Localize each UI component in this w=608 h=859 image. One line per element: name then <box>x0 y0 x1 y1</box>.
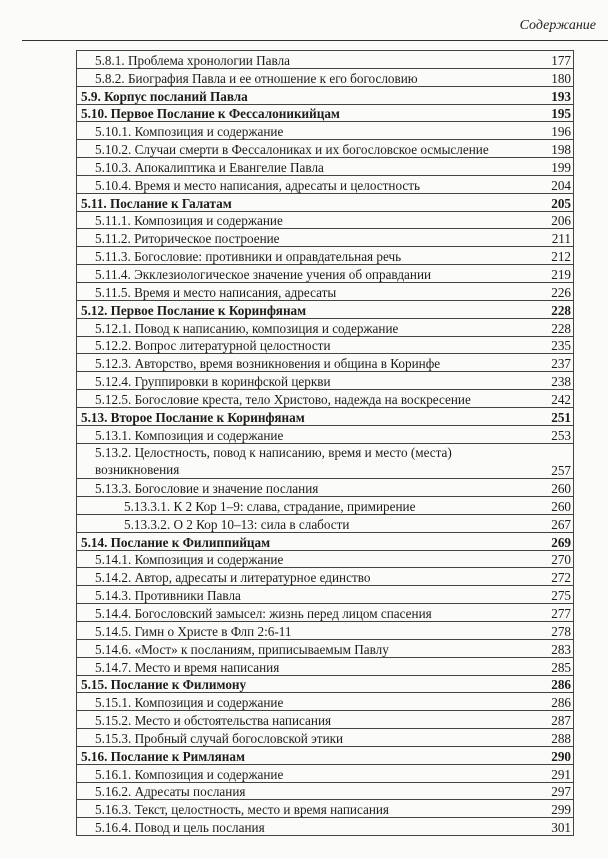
toc-entry-title: 5.13.3.1. К 2 Кор 1–9: слава, страдание, примирение <box>124 498 416 514</box>
toc-page-number: 219 <box>551 266 571 282</box>
toc-page-number: 287 <box>551 713 571 729</box>
toc-page-number: 286 <box>551 695 571 711</box>
toc-subsection-row <box>77 782 573 800</box>
toc-entry-title: 5.14.4. Богословский замысел: жизнь перед лицом спасения <box>95 606 432 621</box>
toc-subsection-row <box>77 50 573 68</box>
toc-page-number: 193 <box>551 88 571 104</box>
toc-subsection-row <box>77 175 573 193</box>
toc-page-number: 199 <box>551 159 571 175</box>
toc-page-number: 278 <box>551 623 571 639</box>
toc-page-number: 277 <box>551 606 571 621</box>
toc-subsection-row <box>77 603 573 621</box>
toc-entry-title: 5.15. Послание к Филимону <box>81 677 247 693</box>
toc-subsubsection-row <box>77 496 573 514</box>
toc-subsection-row <box>77 228 573 246</box>
toc-subsection-row <box>77 567 573 585</box>
toc-page-number: 260 <box>551 481 571 497</box>
toc-subsection-row <box>77 764 573 782</box>
toc-entry-title: 5.11.5. Время и место написания, адресаты <box>95 284 337 300</box>
toc-subsection-row <box>77 211 573 229</box>
toc-page-number: 251 <box>551 409 571 425</box>
toc-page-number: 283 <box>551 641 571 657</box>
toc-section-row <box>77 193 573 211</box>
toc-entry-title: 5.11. Послание к Галатам <box>81 195 232 211</box>
toc-entry-title: 5.10. Первое Послание к Фессалоникийцам <box>81 106 340 122</box>
toc-page-number: 226 <box>551 284 571 300</box>
toc-subsection-row <box>77 264 573 282</box>
toc-subsection-row <box>77 621 573 639</box>
toc-subsection-row <box>77 639 573 657</box>
toc-subsection-row <box>77 443 573 479</box>
toc-entry-title: 5.8.2. Биография Павла и ее отношение к его богословию <box>95 70 418 86</box>
toc-page-number: 272 <box>551 570 571 586</box>
running-header: Содержание <box>519 18 596 33</box>
toc-section-row <box>77 746 573 764</box>
toc-entry-title: 5.12. Первое Послание к Коринфянам <box>81 302 307 318</box>
toc-entry-title: 5.14.2. Автор, адресаты и литературное единство <box>95 570 371 586</box>
toc-subsection-row <box>77 692 573 710</box>
toc-entry-title: 5.14. Послание к Филиппийцам <box>81 534 271 550</box>
toc-entry-title: 5.11.3. Богословие: противники и оправдательная речь <box>95 249 402 265</box>
toc-page-number: 212 <box>551 249 571 265</box>
toc-subsection-row <box>77 799 573 817</box>
toc-page-number: 198 <box>551 142 571 158</box>
toc-page-number: 299 <box>551 802 571 818</box>
toc-page-number: 235 <box>551 338 571 354</box>
toc-entry-title: 5.8.1. Проблема хронологии Павла <box>95 52 291 68</box>
toc-entry-title: 5.12.1. Повод к написанию, композиция и содержание <box>95 320 399 336</box>
toc-entry-title: 5.16.3. Текст, целостность, место и время написания <box>95 802 389 818</box>
toc-entry-title: 5.12.5. Богословие креста, тело Христово, надежда на воскресение <box>95 391 471 407</box>
toc-page-number: 205 <box>551 195 571 211</box>
toc-page-number: 177 <box>551 52 571 68</box>
toc-page-number: 286 <box>551 677 571 693</box>
toc-subsection-row <box>77 318 573 336</box>
toc-page-number: 257 <box>551 463 571 479</box>
toc-entry-title: 5.10.4. Время и место написания, адресаты и целостность <box>95 177 421 193</box>
toc-subsection-row <box>77 246 573 264</box>
toc-page-number: 267 <box>551 516 571 532</box>
toc-page-number: 228 <box>551 320 571 336</box>
toc-entry-title: 5.13.1. Композиция и содержание <box>95 427 284 443</box>
toc-entry-title: 5.14.7. Место и время написания <box>95 659 280 675</box>
toc-subsection-row <box>77 550 573 568</box>
toc-subsection-row <box>77 710 573 728</box>
toc-entry-title: 5.9. Корпус посланий Павла <box>81 88 248 104</box>
toc-subsubsection-row <box>77 514 573 532</box>
toc-page-number: 270 <box>551 552 571 568</box>
toc-page-number: 260 <box>551 498 571 514</box>
toc-entry-title: 5.10.3. Апокалиптика и Евангелие Павла <box>95 159 324 175</box>
toc-entry-title: 5.12.4. Группировки в коринфской церкви <box>95 374 331 390</box>
toc-page-number: 253 <box>551 427 571 443</box>
toc-subsection-row <box>77 121 573 139</box>
toc-page-number: 206 <box>551 213 571 229</box>
toc-page-number: 275 <box>551 588 571 604</box>
toc-page-number: 180 <box>551 70 571 86</box>
toc-entry-title: 5.15.3. Пробный случай богословской этики <box>95 730 344 746</box>
toc-entry-title: 5.16. Послание к Римлянам <box>81 748 245 764</box>
toc-entry-title: 5.16.2. Адресаты послания <box>95 784 246 800</box>
toc-page-number: 195 <box>551 106 571 122</box>
toc-subsection-row <box>77 282 573 300</box>
toc-page-number: 211 <box>551 231 571 247</box>
toc-entry-title: 5.14.3. Противники Павла <box>95 588 241 604</box>
toc-page-number: 242 <box>551 391 571 407</box>
toc-subsection-row <box>77 353 573 371</box>
toc-entry-title: 5.14.5. Гимн о Христе в Флп 2:6-11 <box>95 623 292 639</box>
toc-entry-title: 5.11.1. Композиция и содержание <box>95 213 283 229</box>
toc-entry-title: 5.16.1. Композиция и содержание <box>95 766 284 782</box>
toc-subsection-row <box>77 425 573 443</box>
toc-page-number: 228 <box>551 302 571 318</box>
toc-subsection-row <box>77 68 573 86</box>
toc-entry-title: 5.13. Второе Послание к Коринфянам <box>81 409 305 425</box>
toc-subsection-row <box>77 157 573 175</box>
toc-entry-title: 5.14.1. Композиция и содержание <box>95 552 284 568</box>
toc-entry-title: 5.15.2. Место и обстоятельства написания <box>95 713 332 729</box>
toc-page-number: 196 <box>551 124 571 140</box>
toc-entry-title: 5.15.1. Композиция и содержание <box>95 695 284 711</box>
toc-subsection-row <box>77 728 573 746</box>
toc-entry-title: 5.16.4. Повод и цель послания <box>95 820 265 836</box>
header-rule <box>22 40 608 41</box>
toc-entry-title: 5.13.3. Богословие и значение послания <box>95 481 319 497</box>
toc-section-row <box>77 675 573 693</box>
toc-entry-title: 5.13.3.2. О 2 Кор 10–13: сила в слабости <box>124 516 350 532</box>
toc-entry-title: 5.12.2. Вопрос литературной целостности <box>95 338 331 354</box>
toc-entry-title: 5.11.2. Риторическое построение <box>95 231 280 247</box>
toc-entry-title: 5.11.4. Экклезиологическое значение учения об оправдании <box>95 266 432 282</box>
toc-subsection-row <box>77 585 573 603</box>
toc-section-row <box>77 300 573 318</box>
toc-entry-title: 5.13.2. Целостность, повод к написанию, время и место (места) возникновения <box>95 445 452 478</box>
toc-page-number: 237 <box>551 356 571 372</box>
toc-page-number: 269 <box>551 534 571 550</box>
toc-page-number: 288 <box>551 730 571 746</box>
toc-page-number: 285 <box>551 659 571 675</box>
toc-section-row <box>77 407 573 425</box>
toc-subsection-row <box>77 817 573 835</box>
toc-entry-title: 5.14.6. «Мост» к посланиям, приписываемым Павлу <box>95 641 389 657</box>
toc-page-number: 238 <box>551 374 571 390</box>
toc-subsection-row <box>77 371 573 389</box>
toc-section-row <box>77 86 573 104</box>
toc-page-number: 291 <box>551 766 571 782</box>
toc-page-number: 204 <box>551 177 571 193</box>
toc-page-number: 301 <box>551 820 571 836</box>
toc-subsection-row <box>77 657 573 675</box>
toc-section-row <box>77 104 573 122</box>
toc-subsection-row <box>77 478 573 496</box>
toc-subsection-row <box>77 336 573 354</box>
toc-section-row <box>77 532 573 550</box>
toc-page-number: 290 <box>551 748 571 764</box>
toc-entry-title: 5.10.1. Композиция и содержание <box>95 124 284 140</box>
toc-entry-title: 5.12.3. Авторство, время возникновения и община в Коринфе <box>95 356 441 372</box>
toc-page-number: 297 <box>551 784 571 800</box>
toc-subsection-row <box>77 389 573 407</box>
toc-subsection-row <box>77 139 573 157</box>
table-of-contents <box>76 50 574 836</box>
toc-entry-title: 5.10.2. Случаи смерти в Фессалониках и их богословское осмысление <box>95 142 489 158</box>
